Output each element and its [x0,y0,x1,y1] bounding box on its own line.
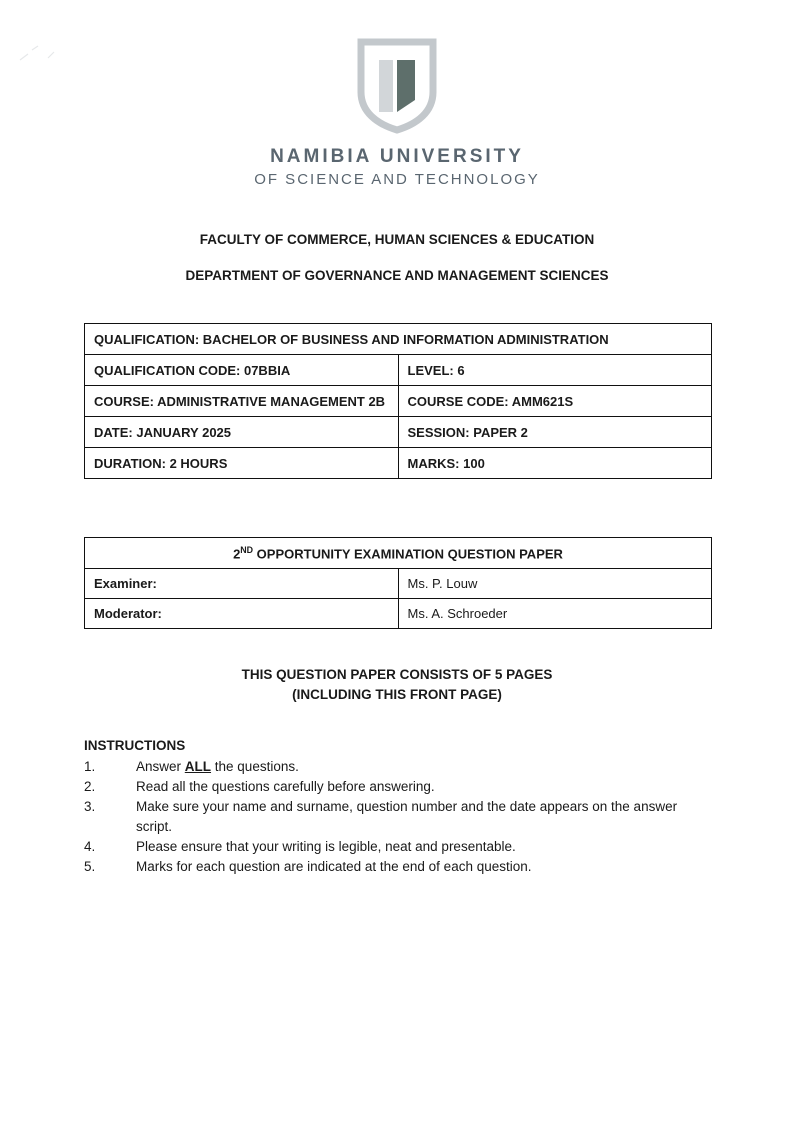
institution-name-line1: NAMIBIA UNIVERSITY [270,146,524,167]
exam-title-prefix: 2 [233,546,241,562]
pages-note-line1: THIS QUESTION PAPER CONSISTS OF 5 PAGES [241,667,553,683]
table-row [85,569,712,599]
instruction-number: 4. [84,838,96,854]
institution-name [84,146,710,188]
instructions-heading: INSTRUCTIONS [84,738,186,754]
exam-title-ordinal-sup: ND [240,545,254,555]
level-cell: LEVEL: 6 [398,355,712,386]
qualification-info-table [84,323,712,479]
list-item [84,777,710,797]
table-row [85,599,712,629]
duration-cell: DURATION: 2 HOURS [85,448,399,479]
table-row [85,417,712,448]
exam-title-cell [85,538,712,569]
table-row [85,355,712,386]
list-item [84,837,710,857]
instruction-number: 3. [84,799,96,815]
table-row [85,386,712,417]
instruction-number: 1. [84,759,96,775]
list-item [84,857,710,877]
institution-name-line2: OF SCIENCE AND TECHNOLOGY [254,171,540,188]
date-cell: DATE: JANUARY 2025 [85,417,399,448]
moderator-value-cell: Ms. A. Schroeder [398,599,712,629]
course-cell: COURSE: ADMINISTRATIVE MANAGEMENT 2B [85,386,399,417]
marks-cell: MARKS: 100 [398,448,712,479]
pages-note [84,665,710,704]
examiner-table [84,537,712,629]
table-row [85,324,712,355]
instruction-text-pre: Answer [136,759,185,775]
examiner-label-cell: Examiner: [85,569,399,599]
department-heading: DEPARTMENT OF GOVERNANCE AND MANAGEMENT SCIENCES [185,268,609,283]
instruction-text-post: the questions. [211,759,299,775]
instruction-number: 5. [84,858,96,874]
faculty-heading: FACULTY OF COMMERCE, HUMAN SCIENCES & EDUCATION [199,232,595,247]
scan-artifact [18,44,76,66]
nust-shield-logo [353,38,441,134]
qualification-cell: QUALIFICATION: BACHELOR OF BUSINESS AND INFORMATION ADMINISTRATION [85,324,712,355]
session-cell: SESSION: PAPER 2 [398,417,712,448]
instruction-text: Please ensure that your writing is legible, neat and presentable. [136,838,516,854]
examiner-value-cell: Ms. P. Louw [398,569,712,599]
list-item [84,797,710,837]
list-item [84,757,710,777]
exam-title-rest: OPPORTUNITY EXAMINATION QUESTION PAPER [253,546,563,562]
instructions-list [84,757,710,876]
course-code-cell: COURSE CODE: AMM621S [398,386,712,417]
table-row [85,538,712,569]
qualification-code-cell: QUALIFICATION CODE: 07BBIA [85,355,399,386]
logo-container [84,0,710,134]
instruction-text: Make sure your name and surname, question number and the date appears on the answer script. [136,799,678,834]
instruction-emphasis: ALL [184,759,212,775]
instruction-text: Read all the questions carefully before answering. [136,779,435,795]
table-row [85,448,712,479]
instruction-text: Marks for each question are indicated at the end of each question. [136,858,532,874]
moderator-label-cell: Moderator: [85,599,399,629]
pages-note-line2: (INCLUDING THIS FRONT PAGE) [292,686,502,702]
instruction-number: 2. [84,779,96,795]
